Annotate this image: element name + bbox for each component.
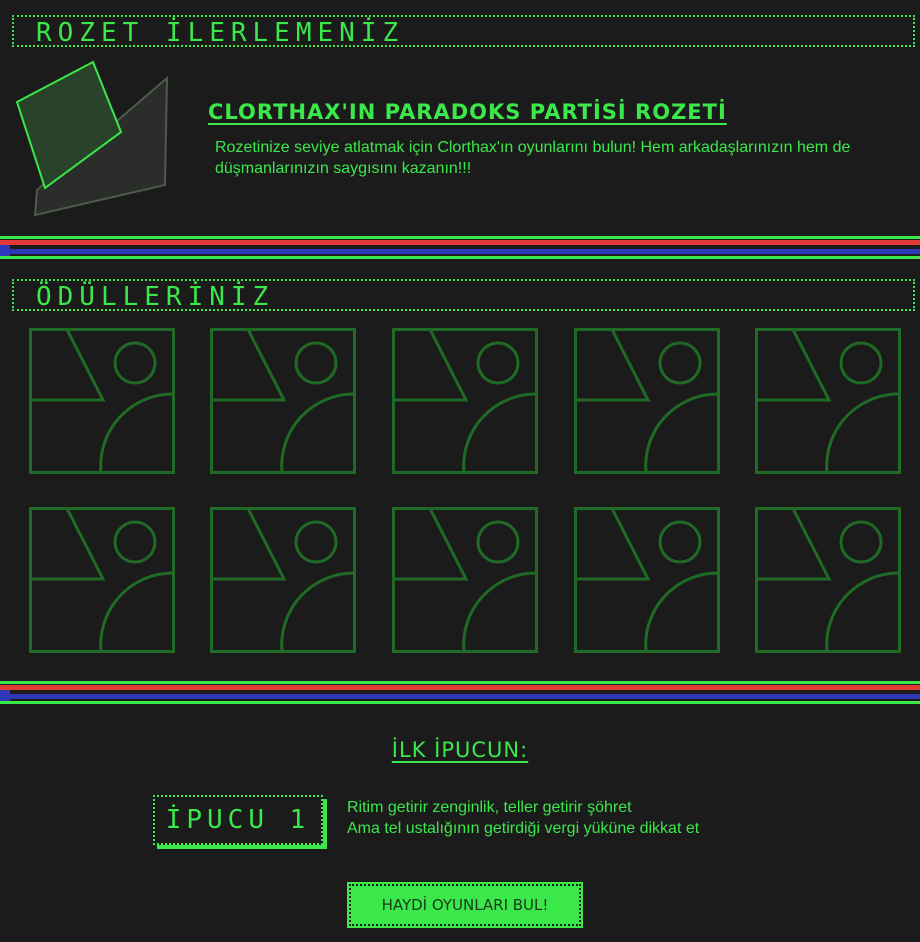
tip-line-1: Ritim getirir zenginlik, teller getirir şöhret [347, 799, 632, 816]
reward-image-placeholder-icon [392, 328, 538, 474]
divider-stripes [0, 236, 920, 262]
tip-line-2: Ama tel ustalığının getirdiği vergi yüküne dikkat et [347, 820, 700, 837]
badge-image [15, 60, 175, 220]
reward-image-placeholder-icon [574, 507, 720, 653]
badge-progress-title: ROZET İLERLEMENİZ [36, 18, 405, 48]
tip-text [347, 797, 699, 839]
rewards-header [12, 279, 915, 311]
reward-image-placeholder-icon [29, 328, 175, 474]
reward-image-placeholder-icon [29, 507, 175, 653]
reward-image-placeholder-icon [210, 507, 356, 653]
reward-image-placeholder-icon [574, 328, 720, 474]
divider-stripes [0, 681, 920, 707]
reward-image-placeholder-icon [210, 328, 356, 474]
tip-label: İPUCU 1 [165, 805, 311, 835]
first-tip-title: İLK İPUCUN: [391, 738, 529, 762]
reward-image-placeholder-icon [755, 328, 901, 474]
rewards-title: ÖDÜLLERİNİZ [36, 282, 275, 312]
badge-description: Rozetinize seviye atlatmak için Clorthax'ın oyunlarını bulun! Hem arkadaşlarınızın hem de düşmanlarınızın saygısını kazanın!!! [215, 139, 851, 177]
badge-progress-header [12, 15, 915, 47]
badge-title: CLORTHAX'IN PARADOKS PARTİSİ ROZETİ [208, 100, 727, 124]
tip-label-box [153, 795, 323, 845]
reward-image-placeholder-icon [392, 507, 538, 653]
reward-image-placeholder-icon [755, 507, 901, 653]
find-games-button[interactable]: HAYDİ OYUNLARI BUL! [349, 884, 581, 926]
